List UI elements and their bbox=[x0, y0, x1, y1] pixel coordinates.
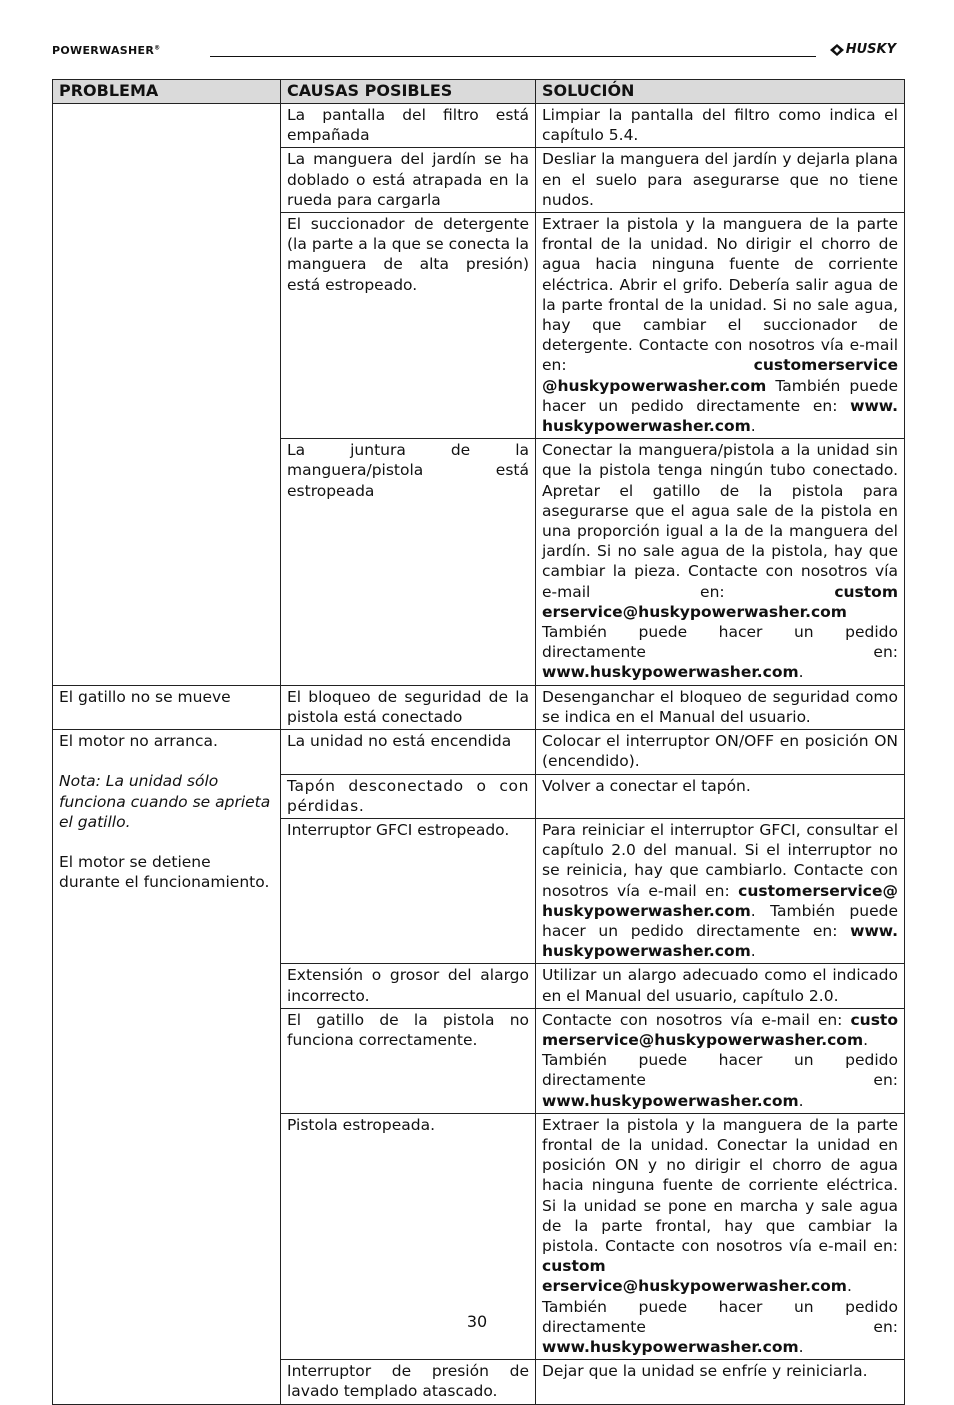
header-solucion: SOLUCIÓN bbox=[536, 80, 905, 104]
website-text: www.huskypowerwasher.com bbox=[542, 1091, 799, 1110]
husky-logo: HUSKY bbox=[830, 42, 896, 57]
email-text: custo merservice@huskypowerwasher.com bbox=[542, 1010, 898, 1049]
solution-cell: Dejar que la unidad se enfríe y reiniciarla. bbox=[536, 1360, 905, 1404]
website-text: www.huskypowerwasher.com bbox=[542, 663, 799, 682]
header-problema: PROBLEMA bbox=[53, 80, 281, 104]
website-text: www.huskypowerwasher.com bbox=[542, 1337, 799, 1356]
website-text: www. huskypowerwasher.com bbox=[542, 396, 898, 436]
problem-text-2: El motor se detiene durante el funcionamiento. bbox=[59, 852, 270, 892]
table-row bbox=[53, 104, 905, 148]
cause-cell: La unidad no está encendida bbox=[281, 730, 536, 774]
troubleshooting-table bbox=[52, 79, 905, 1405]
problem-cell: El gatillo no se mueve bbox=[53, 685, 281, 729]
email-text: customerservice@ huskypowerwasher.com bbox=[542, 881, 898, 920]
email-text: custom erservice@huskypowerwasher.com bbox=[542, 1257, 847, 1296]
problem-cell bbox=[53, 730, 281, 1405]
problem-cell bbox=[53, 104, 281, 686]
table-row bbox=[53, 730, 905, 774]
brand-title: POWERWASHER® bbox=[52, 44, 161, 57]
solution-cell: Limpiar la pantalla del filtro como indica el capítulo 5.4. bbox=[536, 104, 905, 148]
email-text: customerservice @huskypowerwasher.com bbox=[542, 356, 898, 395]
cause-cell: La manguera del jardín se ha doblado o está atrapada en la rueda para cargarla bbox=[281, 148, 536, 213]
cause-cell: Interruptor GFCI estropeado. bbox=[281, 818, 536, 963]
cause-cell: El succionador de detergente (la parte a la que se conecta la manguera de alta presión) está estropeado. bbox=[281, 213, 536, 439]
table-row bbox=[53, 685, 905, 729]
cause-cell: Interruptor de presión de lavado templado atascado. bbox=[281, 1360, 536, 1404]
solution-cell: Volver a conectar el tapón. bbox=[536, 774, 905, 818]
solution-cell: Desenganchar el bloqueo de seguridad como se indica en el Manual del usuario. bbox=[536, 685, 905, 729]
husky-logo-icon bbox=[830, 44, 844, 56]
problem-note: Nota: La unidad sólo funciona cuando se aprieta el gatillo. bbox=[59, 772, 271, 831]
header-rule bbox=[210, 56, 816, 57]
cause-cell: Pistola estropeada. bbox=[281, 1113, 536, 1359]
page-number: 30 bbox=[466, 1312, 488, 1331]
problem-text: El motor no arranca. bbox=[59, 732, 218, 751]
table-header-row bbox=[53, 80, 905, 104]
cause-cell: La juntura de la manguera/pistola está estropeada bbox=[281, 439, 536, 685]
solution-cell: Para reiniciar el interruptor GFCI, consultar el capítulo 2.0 del manual. Si el interruptor no se reinicia, hay que cambiarlo. Contacte con nosotros vía e-mail en: customerservice@ huskypowerwasher.com. También puede hacer un pedido directamente en: www. huskypowerwasher.com. bbox=[536, 818, 905, 963]
cause-cell: Extensión o grosor del alargo incorrecto. bbox=[281, 964, 536, 1008]
website-text: www. huskypowerwasher.com bbox=[542, 921, 898, 961]
solution-cell: Conectar la manguera/pistola a la unidad sin que la pistola tenga ningún tubo conectado. Apretar el gatillo de la pistola para asegurarse que el agua sale de la pistola en una proporción igual a la de la manguera del jardín. Si no sale agua de la pistola, hay que cambiar la pieza. Contacte con nosotros vía e-mail en: custom erservice@huskypowerwasher.com También puede hacer un pedido directamente en: www.huskypowerwasher.com. bbox=[536, 439, 905, 685]
solution-cell: Utilizar un alargo adecuado como el indicado en el Manual del usuario, capítulo 2.0. bbox=[536, 964, 905, 1008]
page-header bbox=[52, 42, 904, 62]
cause-cell: El gatillo de la pistola no funciona correctamente. bbox=[281, 1008, 536, 1113]
solution-cell: Extraer la pistola y la manguera de la parte frontal de la unidad. No dirigir el chorro de agua hacia ninguna fuente de corriente eléctrica. Abrir el grifo. Debería salir agua de la parte frontal de la unidad. Si no sale agua, hay que cambiar el succionador de detergente. Contacte con nosotros vía e-mail en: customerservice @huskypowerwasher.com También puede hacer un pedido directamente en: www. huskypowerwasher.com. bbox=[536, 213, 905, 439]
solution-cell: Desliar la manguera del jardín y dejarla plana en el suelo para asegurarse que no tiene nudos. bbox=[536, 148, 905, 213]
cause-cell: Tapón desconectado o con pérdidas. bbox=[281, 774, 536, 818]
email-text: custom erservice@huskypowerwasher.com bbox=[542, 582, 898, 621]
cause-cell: El bloqueo de seguridad de la pistola está conectado bbox=[281, 685, 536, 729]
solution-cell: Colocar el interruptor ON/OFF en posición ON (encendido). bbox=[536, 730, 905, 774]
solution-cell: Contacte con nosotros vía e-mail en: custo merservice@huskypowerwasher.com. También puede hacer un pedido directamente en: www.huskypowerwasher.com. bbox=[536, 1008, 905, 1113]
header-causas: CAUSAS POSIBLES bbox=[281, 80, 536, 104]
cause-cell: La pantalla del filtro está empañada bbox=[281, 104, 536, 148]
solution-cell: Extraer la pistola y la manguera de la parte frontal de la unidad. Conectar la unidad en posición ON y no dirigir el chorro de agua hacia ninguna fuente de corriente eléctrica. Si la unidad se pone en marcha y sale agua de la parte frontal, hay que cambiar la pistola. Contacte con nosotros vía e-mail en: custom erservice@huskypowerwasher.com. También puede hacer un pedido directamente en: www.huskypowerwasher.com. bbox=[536, 1113, 905, 1359]
